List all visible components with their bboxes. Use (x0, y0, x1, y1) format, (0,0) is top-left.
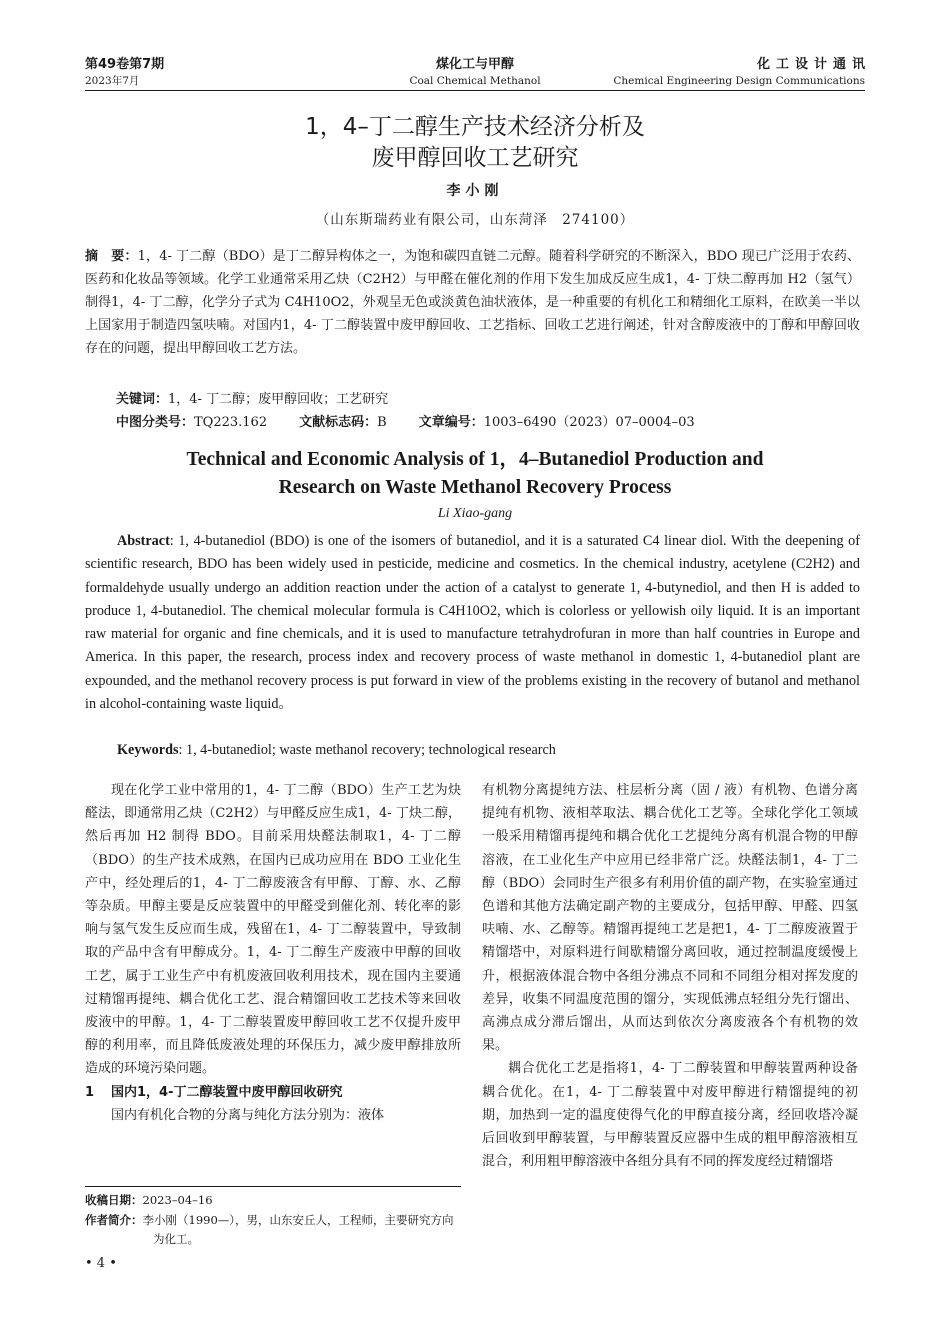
abstract-en (85, 530, 860, 716)
classification-line (116, 412, 695, 434)
body-paragraph: 国内有机化合物的分离与纯化方法分别为：液体 (111, 1107, 385, 1123)
abstract-en-text: : 1, 4-butanediol (BDO) is one of the isomers of butanediol, and it is a saturated C4 linear diol. With the deepening of scientific research, BDO has been widely used in pesticide, medicine and cosmetics. In the chemical industry, acetylene (C2H2) and formaldehyde usually undergo an addition reaction under the action of a catalyst to generate 1, 4-butynediol, and then H is added to produce 1, 4-butanediol. The chemical molecular formula is C4H10O2, which is colorless or yellowish oily liquid. It is an important raw material for organic and fine chemicals, and it is used to manufacture tetrahydrofuran in more than half countries in Europe and America. In this paper, the research, process index and recovery process of waste methanol in domestic 1, 4-butanediol plant are expounded, and the methanol recovery process is put forward in view of the problems existing in the recovery of butanol and methanol in alcohol-containing waste liquid。 (85, 533, 860, 713)
doc-code-value: B (377, 415, 387, 430)
affiliation-zh: （山东斯瑞药业有限公司，山东菏泽 274100） (315, 212, 635, 228)
header-rule (85, 90, 865, 91)
received-label: 收稿日期： (85, 1193, 143, 1207)
body-paragraph: 有机物分离提纯方法、柱层析分离（固 / 液）有机物、色谱分离提纯有机物、液相萃取法、耦合优化工艺等。全球化学化工领域一般采用精馏再提纯和耦合优化工艺提纯分离有机混合物的甲醇溶液，在工业化生产中应用已经非常广泛。炔醛法制1，4- 丁二醇（BDO）会同时生产很多有利用价值的副产物，在实验室通过色谱和其他方法确定副产物的主要成分，包括甲醇、甲醛、四氢呋喃、水、乙醇等。精馏再提纯工艺是把1，4- 丁二醇废液置于精馏塔中，对原料进行间歇精馏分离回收，通过控制温度缓慢上升，根据液体混合物中各组分沸点不同和不同组分相对挥发度的差异，收集不同温度范围的馏分，实现低沸点轻组分先行馏出、高沸点成分滞后馏出，从而达到依次分离废液各个有机物的效果。 (482, 783, 858, 1054)
abstract-en-label: Abstract (117, 533, 170, 549)
keywords-en (117, 742, 556, 759)
keywords-zh-text: 1，4- 丁二醇；废甲醇回收；工艺研究 (168, 392, 389, 407)
volume-issue: 第49卷第7期 (85, 57, 165, 72)
author-bio: 李小刚（1990—），男，山东安丘人，工程师，主要研究方向为化工。 (142, 1213, 454, 1246)
body-column-left (85, 779, 461, 1127)
author-bio-label: 作者简介： (85, 1213, 143, 1227)
author-en: Li Xiao-gang (437, 506, 513, 521)
article-no-value: 1003–6490（2023）07–0004–03 (483, 415, 695, 430)
journal-name-zh: 煤化工与甲醇 (435, 57, 514, 72)
author-zh: 李小刚 (446, 183, 504, 199)
title-zh-line-1: 1，4–丁二醇生产技术经济分析及 (305, 114, 645, 140)
received-date: 2023–04–16 (142, 1193, 213, 1207)
abstract-zh (85, 245, 860, 360)
keywords-en-text: : 1, 4-butanediol; waste methanol recovery; technological research (178, 742, 556, 758)
title-zh (0, 112, 950, 174)
section-heading-1 (85, 1081, 461, 1104)
doc-code-label: 文献标志码： (299, 415, 378, 430)
issue-date: 2023年7月 (85, 75, 140, 87)
header-publication (613, 56, 871, 90)
keywords-zh (116, 389, 388, 411)
abstract-zh-label: 摘 要： (85, 249, 138, 264)
title-zh-line-2: 废甲醇回收工艺研究 (371, 145, 579, 171)
running-header (85, 56, 871, 92)
clc-value: TQ223.162 (194, 415, 268, 430)
publication-name-zh: 化工设计通讯 (756, 57, 871, 72)
publication-name-en: Chemical Engineering Design Communications (613, 75, 865, 87)
clc-label: 中图分类号： (116, 415, 195, 430)
journal-name-en: Coal Chemical Methanol (409, 75, 541, 87)
keywords-zh-label: 关键词： (116, 392, 169, 407)
section-number: 1 (85, 1084, 95, 1100)
header-issue (85, 56, 164, 90)
keywords-en-label: Keywords (117, 742, 179, 758)
footnote-rule (85, 1186, 461, 1187)
body-column-right (482, 779, 858, 1173)
footnote-received (85, 1191, 461, 1210)
title-en (0, 446, 950, 502)
article-no-label: 文章编号： (418, 415, 484, 430)
title-en-line-1: Technical and Economic Analysis of 1，4–Butanediol Production and (186, 449, 764, 470)
abstract-zh-text: 1，4- 丁二醇（BDO）是丁二醇异构体之一，为饱和碳四直链二元醇。随着科学研究的不断深入，BDO 现已广泛用于农药、医药和化妆品等领域。化学工业通常采用乙炔（C2H2）与甲醛在催化剂的作用下发生加成反应生成1，4- 丁炔二醇再加 H2（氢气）制得1，4- 丁二醇，化学分子式为 C4H10O2，外观呈无色或淡黄色油状液体，是一种重要的有机化工和精细化工原料，在欧美一半以上国家用于制造四氢呋喃。对国内1，4- 丁二醇装置中废甲醇回收、工艺指标、回收工艺进行阐述，针对含醇废液中的丁醇和甲醇回收存在的问题，提出甲醇回收工艺方法。 (85, 249, 860, 356)
section-title: 国内1，4-丁二醇装置中废甲醇回收研究 (111, 1084, 343, 1100)
body-paragraph: 现在化学工业中常用的1，4- 丁二醇（BDO）生产工艺为炔醛法，即通常用乙炔（C2H2）与甲醛反应生成1，4- 丁炔二醇，然后再加 H2 制得 BDO。目前采用炔醛法制取1，4- 丁二醇（BDO）的生产技术成熟，在国内已成功应用在 BDO 工业化生产中，经处理后的1，4- 丁二醇废液含有甲醇、丁醇、水、乙醇等杂质。甲醇主要是反应装置中的甲醛受到催化剂、转化率的影响与氢气发生反应而生成，残留在1，4- 丁二醇装置中，导致制取的产品中含有甲醇成分。1，4- 丁二醇生产废液中甲醇的回收工艺，属于工业生产中有机废液回收利用技术，现在国内主要通过精馏再提纯、耦合优化工艺、混合精馏回收工艺技术等来回收废液中的甲醇。1，4- 丁二醇装置废甲醇回收工艺不仅提升废甲醇的利用率，而且降低废液处理的环保压力，减少废甲醇排放所造成的环境污染问题。 (85, 783, 461, 1077)
page-number: • 4 • (85, 1256, 117, 1271)
footnote-author (85, 1211, 461, 1249)
body-paragraph: 耦合优化工艺是指将1，4- 丁二醇装置和甲醇装置两种设备耦合优化。在1，4- 丁二醇装置中对废甲醇进行精馏提纯的初期，加热到一定的温度使得气化的甲醇直接分离，经回收塔冷凝后回收到甲醇装置，与甲醇装置反应器中生成的粗甲醇溶液相互混合，利用粗甲醇溶液中各组分具有不同的挥发度经过精馏塔 (482, 1061, 858, 1170)
title-en-line-2: Research on Waste Methanol Recovery Process (278, 477, 672, 498)
